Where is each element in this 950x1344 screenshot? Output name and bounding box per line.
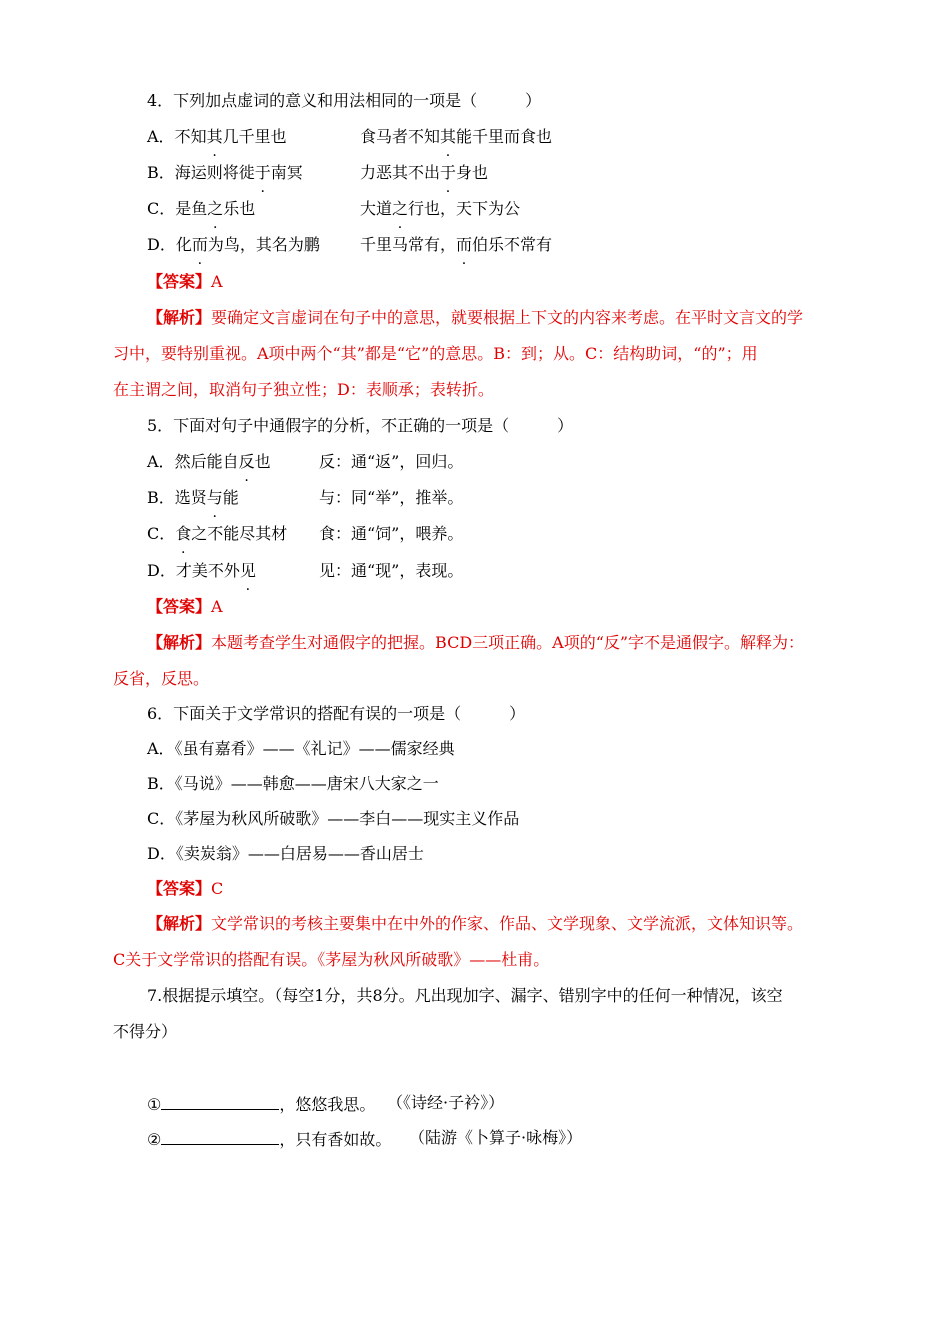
option-label: C． — [147, 809, 176, 828]
option-label: C． — [147, 524, 176, 543]
q5-analysis-line-2: 反省，反思。 — [113, 669, 210, 688]
q6-option-c — [147, 808, 519, 830]
option-pre: 选贤 — [174, 488, 207, 507]
q4-option-a — [147, 126, 553, 148]
item-after: ，悠悠我思。 — [279, 1095, 376, 1114]
option-label: A． — [147, 452, 175, 471]
option-right-post: 伯乐不常有 — [472, 235, 553, 254]
q4-option-d — [147, 234, 553, 256]
dotted-char: 而 — [191, 235, 208, 254]
option-post: 能 — [222, 488, 239, 507]
option-label: B． — [147, 488, 175, 507]
option-note: 食：通“饲”，喂养。 — [319, 524, 464, 543]
option-label: D． — [147, 561, 176, 580]
q5-option-d — [147, 560, 464, 582]
q5-answer — [147, 596, 223, 618]
q4-analysis-line-3: 在主谓之间，取消句子独立性；D：表顺承；表转折。 — [113, 380, 494, 399]
option-label: C． — [147, 199, 176, 218]
option-right-pre: 食马者不知 — [360, 127, 441, 146]
analysis-text: 要确定文言虚词在句子中的意思，就要根据上下文的内容来考虑。在平时文言文的学 — [211, 308, 804, 327]
item-after: ，只有香如故。 — [279, 1130, 392, 1149]
analysis-tag: 【解析】 — [147, 914, 212, 933]
option-label: D． — [147, 844, 176, 863]
option-label: A． — [147, 739, 175, 758]
analysis-tag: 【解析】 — [147, 308, 212, 327]
answer-value: C — [211, 879, 224, 898]
option-pre: 才美不外 — [175, 561, 240, 580]
answer-tag: 【答案】 — [147, 272, 212, 291]
dotted-char: 于 — [440, 163, 457, 182]
option-label: D． — [147, 235, 176, 254]
option-right-post: 行也，天下为公 — [408, 199, 521, 218]
option-text: 《茅屋为秋风所破歌》——李白——现实主义作品 — [175, 809, 520, 828]
analysis-text: 文学常识的考核主要集中在中外的作家、作品、文学现象、文学流派，文体知识等。 — [211, 914, 804, 933]
item-source: （《诗经·子衿》） — [387, 1093, 505, 1112]
q4-option-b — [147, 162, 489, 184]
option-note: 与：同“举”，推举。 — [319, 488, 464, 507]
option-right-pre: 力恶其不出 — [360, 163, 441, 182]
option-label: B． — [147, 163, 175, 182]
dotted-char: 与 — [206, 488, 223, 507]
dotted-char: 其 — [440, 127, 457, 146]
option-left-post: 为鸟，其名为鹏 — [207, 235, 320, 254]
q6-option-d — [147, 843, 424, 865]
option-text: 《卖炭翁》——白居易——香山居士 — [175, 844, 424, 863]
dotted-char: 其 — [206, 127, 223, 146]
q5-stem: 5．下面对句子中通假字的分析，不正确的一项是（ ） — [147, 416, 574, 435]
option-right-post: 能千里而食也 — [456, 127, 553, 146]
q7-item-2 — [147, 1127, 583, 1151]
option-pre: 然后能自 — [174, 452, 239, 471]
option-right-post: 身也 — [456, 163, 489, 182]
dotted-char: 之 — [392, 199, 409, 218]
dotted-char: 反 — [238, 452, 255, 471]
fill-blank[interactable] — [161, 1127, 279, 1145]
option-right-pre: 大道 — [360, 199, 393, 218]
option-label: A． — [147, 127, 175, 146]
option-label: B． — [147, 774, 175, 793]
q6-analysis-line-2: C关于文学常识的搭配有误。《茅屋为秋风所破歌》——杜甫。 — [113, 950, 550, 969]
option-left-post: 乐也 — [223, 199, 256, 218]
option-left-post: 南冥 — [270, 163, 303, 182]
option-left-pre: 化 — [175, 235, 192, 254]
answer-value: A — [211, 597, 223, 616]
q5-option-b — [147, 487, 464, 509]
dotted-char: 见 — [239, 561, 256, 580]
option-left-pre: 是鱼 — [175, 199, 208, 218]
q7-stem-line-2: 不得分） — [113, 1022, 178, 1041]
q5-analysis-line-1 — [147, 632, 804, 654]
item-number: ② — [147, 1130, 162, 1149]
q4-stem: 4．下列加点虚词的意义和用法相同的一项是（ ） — [147, 91, 542, 110]
item-source: （陆游《卜算子·咏梅》） — [409, 1128, 583, 1147]
q4-answer — [147, 271, 223, 293]
dotted-char: 而 — [456, 235, 473, 254]
dotted-char: 之 — [207, 199, 224, 218]
answer-value: A — [211, 272, 223, 291]
option-left-pre: 海运则将徙 — [174, 163, 255, 182]
option-left-pre: 不知 — [174, 127, 207, 146]
q6-option-b — [147, 773, 439, 795]
item-number: ① — [147, 1095, 162, 1114]
dotted-char: 于 — [254, 163, 271, 182]
option-note: 见：通“现”，表现。 — [319, 561, 464, 580]
dotted-char: 食 — [175, 524, 192, 543]
option-left-post: 几千里也 — [222, 127, 287, 146]
answer-tag: 【答案】 — [147, 597, 212, 616]
q6-stem: 6．下面关于文学常识的搭配有误的一项是（ ） — [147, 704, 526, 723]
q5-option-c — [147, 523, 464, 545]
option-note: 反：通“返”，回归。 — [319, 452, 464, 471]
q6-analysis-line-1 — [147, 913, 803, 935]
q7-item-1 — [147, 1092, 505, 1116]
analysis-tag: 【解析】 — [147, 633, 212, 652]
option-text: 《马说》——韩愈——唐宋八大家之一 — [174, 774, 439, 793]
fill-blank[interactable] — [161, 1092, 279, 1110]
q4-analysis-line-1 — [147, 307, 803, 329]
option-post: 之不能尽其材 — [191, 524, 288, 543]
q4-option-c — [147, 198, 521, 220]
q6-answer — [147, 878, 223, 900]
answer-tag: 【答案】 — [147, 879, 212, 898]
analysis-text: 本题考查学生对通假字的把握。BCD三项正确。A项的“反”字不是通假字。解释为： — [211, 633, 805, 652]
option-post: 也 — [254, 452, 271, 471]
q4-analysis-line-2: 习中，要特别重视。A项中两个“其”都是“它”的意思。B：到；从。C：结构助词，“的”；用 — [113, 344, 758, 363]
option-text: 《虽有嘉肴》——《礼记》——儒家经典 — [174, 739, 455, 758]
option-right-pre: 千里马常有， — [360, 235, 457, 254]
q7-stem-line-1: 7.根据提示填空。（每空1分，共8分。凡出现加字、漏字、错别字中的任何一种情况，该空 — [147, 986, 783, 1005]
q6-option-a — [147, 738, 455, 760]
q5-option-a — [147, 451, 464, 473]
